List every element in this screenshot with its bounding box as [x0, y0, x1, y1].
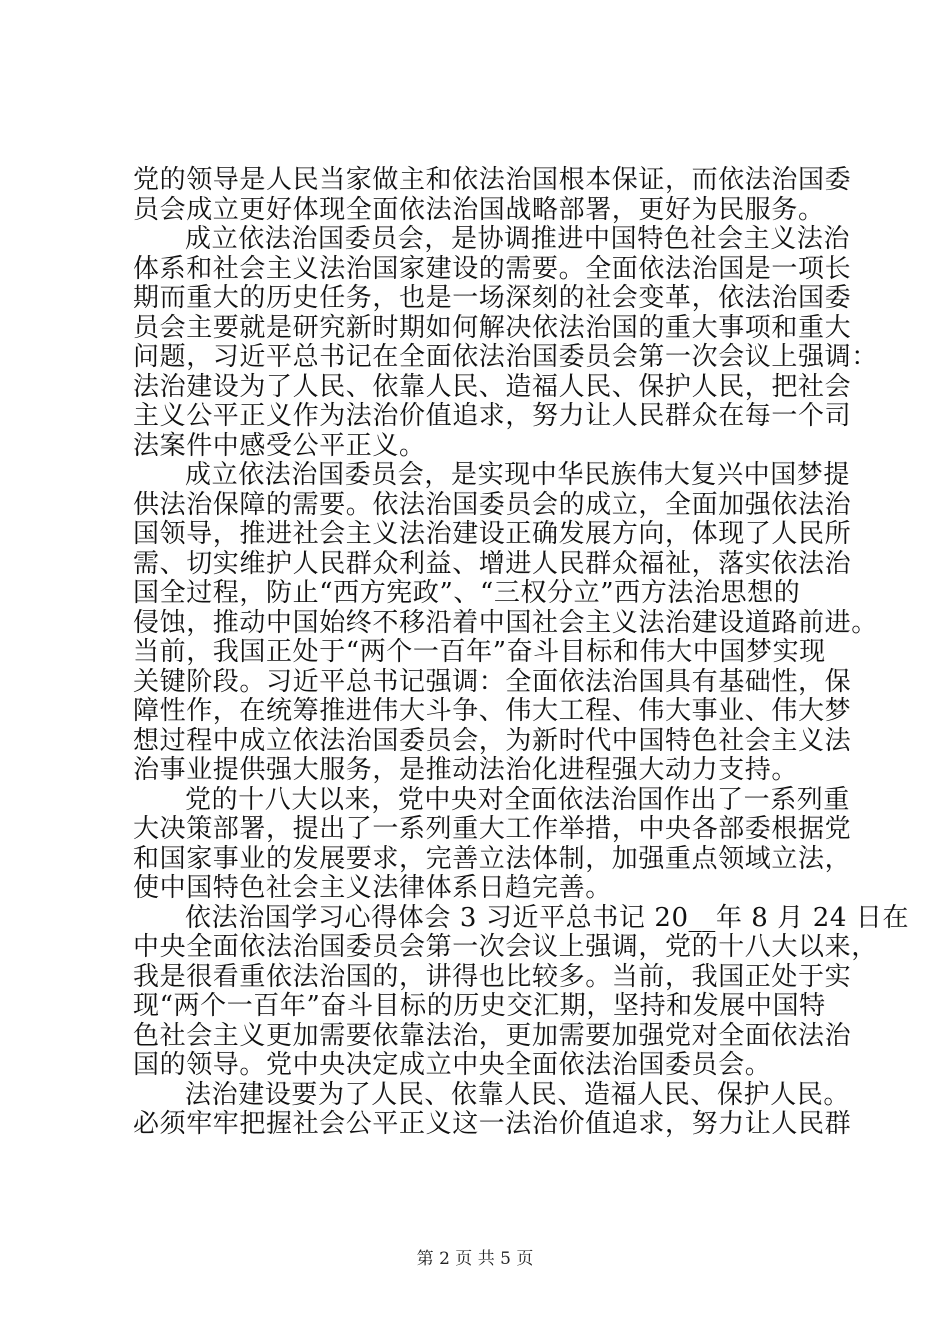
text-line: 需、切实维护人民群众利益、增进人民群众福祉，落实依法治	[133, 548, 852, 579]
text-line: 员会成立更好体现全面依法治国战略部署，更好为民服务。	[133, 194, 825, 225]
text-line: 中央全面依法治国委员会第一次会议上强调，党的十八大以来，	[133, 932, 878, 962]
text-line: 侵蚀，推动中国始终不移沿着中国社会主义法治建设道路前进。	[133, 607, 878, 638]
body-text	[133, 165, 910, 1140]
text-line: 国的领导。党中央决定成立中央全面依法治国委员会。	[133, 1050, 772, 1080]
text-line: 使中国特色社会主义法律体系日趋完善。	[133, 873, 612, 903]
text-line: 大决策部署，提出了一系列重大工作举措，中央各部委根据党	[133, 814, 852, 844]
text-line: 法治建设为了人民、依靠人民、造福人民、保护人民，把社会	[133, 371, 852, 402]
text-line: 色社会主义更加需要依靠法治，更加需要加强党对全面依法治	[133, 1020, 852, 1051]
page-number-footer: 第 2 页 共 5 页	[416, 1249, 534, 1269]
text-line: 国全过程，防止“西方宪政”、“三权分立”西方法治思想的	[133, 578, 801, 608]
text-line: 党的领导是人民当家做主和依法治国根本保证，而依法治国委	[133, 165, 852, 195]
text-line: 必须牢牢把握社会公平正义这一法治价值追求，努力让人民群	[133, 1109, 852, 1139]
text-line: 和国家事业的发展要求，完善立法体制，加强重点领域立法，	[133, 843, 852, 874]
text-line: 关键阶段。习近平总书记强调：全面依法治国具有基础性，保	[133, 666, 852, 697]
text-line: 法治建设要为了人民、依靠人民、造福人民、保护人民。	[185, 1079, 851, 1110]
text-line: 法案件中感受公平正义。	[133, 430, 426, 461]
text-line: 员会主要就是研究新时期如何解决依法治国的重大事项和重大	[133, 312, 852, 343]
text-line: 我是很看重依法治国的，讲得也比较多。当前，我国正处于实	[133, 961, 852, 992]
text-line: 体系和社会主义法治国家建设的需要。全面依法治国是一项长	[133, 253, 852, 284]
text-line: 治事业提供强大服务，是推动法治化进程强大动力支持。	[133, 755, 799, 785]
text-line: 依法治国学习心得体会 3 习近平总书记 20__年 8 月 24 日在	[185, 902, 910, 933]
text-line: 主义公平正义作为法治价值追求，努力让人民群众在每一个司	[133, 401, 852, 431]
text-line: 国领导，推进社会主义法治建设正确发展方向，体现了人民所	[133, 519, 852, 549]
text-line: 当前，我国正处于“两个一百年”奋斗目标和伟大中国梦实现	[133, 637, 826, 667]
text-line: 现“两个一百年”奋斗目标的历史交汇期，坚持和发展中国特	[133, 991, 826, 1021]
text-line: 成立依法治国委员会，是协调推进中国特色社会主义法治	[185, 224, 851, 254]
text-line: 障性作，在统筹推进伟大斗争、伟大工程、伟大事业、伟大梦	[133, 696, 852, 726]
text-line: 问题，习近平总书记在全面依法治国委员会第一次会议上强调：	[133, 342, 878, 372]
text-line: 党的十八大以来，党中央对全面依法治国作出了一系列重	[185, 784, 851, 815]
text-line: 成立依法治国委员会，是实现中华民族伟大复兴中国梦提	[185, 460, 851, 490]
text-line: 期而重大的历史任务，也是一场深刻的社会变革，依法治国委	[133, 283, 852, 313]
text-line: 想过程中成立依法治国委员会，为新时代中国特色社会主义法	[133, 725, 852, 756]
text-line: 供法治保障的需要。依法治国委员会的成立，全面加强依法治	[133, 489, 852, 520]
